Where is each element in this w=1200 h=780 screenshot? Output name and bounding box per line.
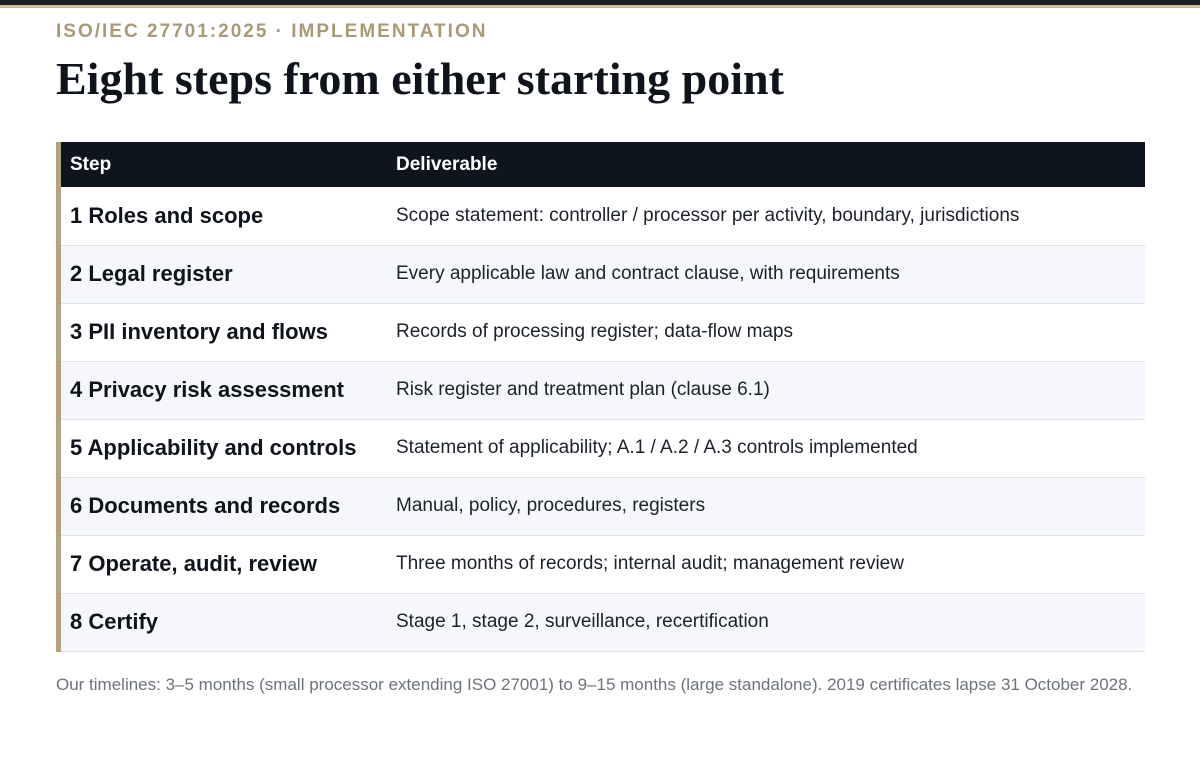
table-row (61, 593, 1145, 651)
page-title: Eight steps from either starting point (56, 53, 784, 104)
table-row (61, 419, 1145, 477)
step-cell: 8 Certify (70, 609, 159, 634)
steps-table (61, 142, 1145, 652)
top-accent-rule (0, 5, 1200, 8)
table-row (61, 303, 1145, 361)
table-header-row (61, 142, 1145, 187)
table-row (61, 245, 1145, 303)
deliverable-cell: Records of processing register; data-flow maps (396, 321, 794, 342)
step-cell: 7 Operate, audit, review (70, 551, 317, 576)
table-row (61, 535, 1145, 593)
column-header-deliverable: Deliverable (396, 153, 498, 175)
table-row (61, 187, 1145, 245)
deliverable-cell: Statement of applicability; A.1 / A.2 / A.3 controls implemented (396, 437, 918, 458)
table-header (61, 142, 1145, 187)
eyebrow-label: ISO/IEC 27701:2025 · IMPLEMENTATION (56, 21, 488, 42)
deliverable-cell: Stage 1, stage 2, surveillance, recertification (396, 611, 769, 632)
steps-table-container (56, 142, 1150, 652)
table-body (61, 187, 1145, 651)
deliverable-cell: Risk register and treatment plan (clause 6.1) (396, 379, 770, 400)
step-cell: 5 Applicability and controls (70, 435, 357, 460)
footnote: Our timelines: 3–5 months (small processor extending ISO 27001) to 9–15 months (large standalone). 2019 certificates lapse 31 October 2028. (56, 675, 1133, 694)
table-row (61, 361, 1145, 419)
step-cell: 3 PII inventory and flows (70, 319, 328, 344)
step-cell: 1 Roles and scope (70, 202, 264, 228)
deliverable-cell: Scope statement: controller / processor per activity, boundary, jurisdictions (396, 204, 1020, 226)
step-cell: 2 Legal register (70, 261, 233, 286)
step-cell: 6 Documents and records (70, 493, 341, 518)
step-cell: 4 Privacy risk assessment (70, 377, 344, 402)
deliverable-cell: Manual, policy, procedures, registers (396, 495, 706, 516)
deliverable-cell: Every applicable law and contract clause, with requirements (396, 263, 900, 284)
column-header-step: Step (70, 153, 112, 175)
table-row (61, 477, 1145, 535)
deliverable-cell: Three months of records; internal audit; management review (396, 553, 904, 574)
